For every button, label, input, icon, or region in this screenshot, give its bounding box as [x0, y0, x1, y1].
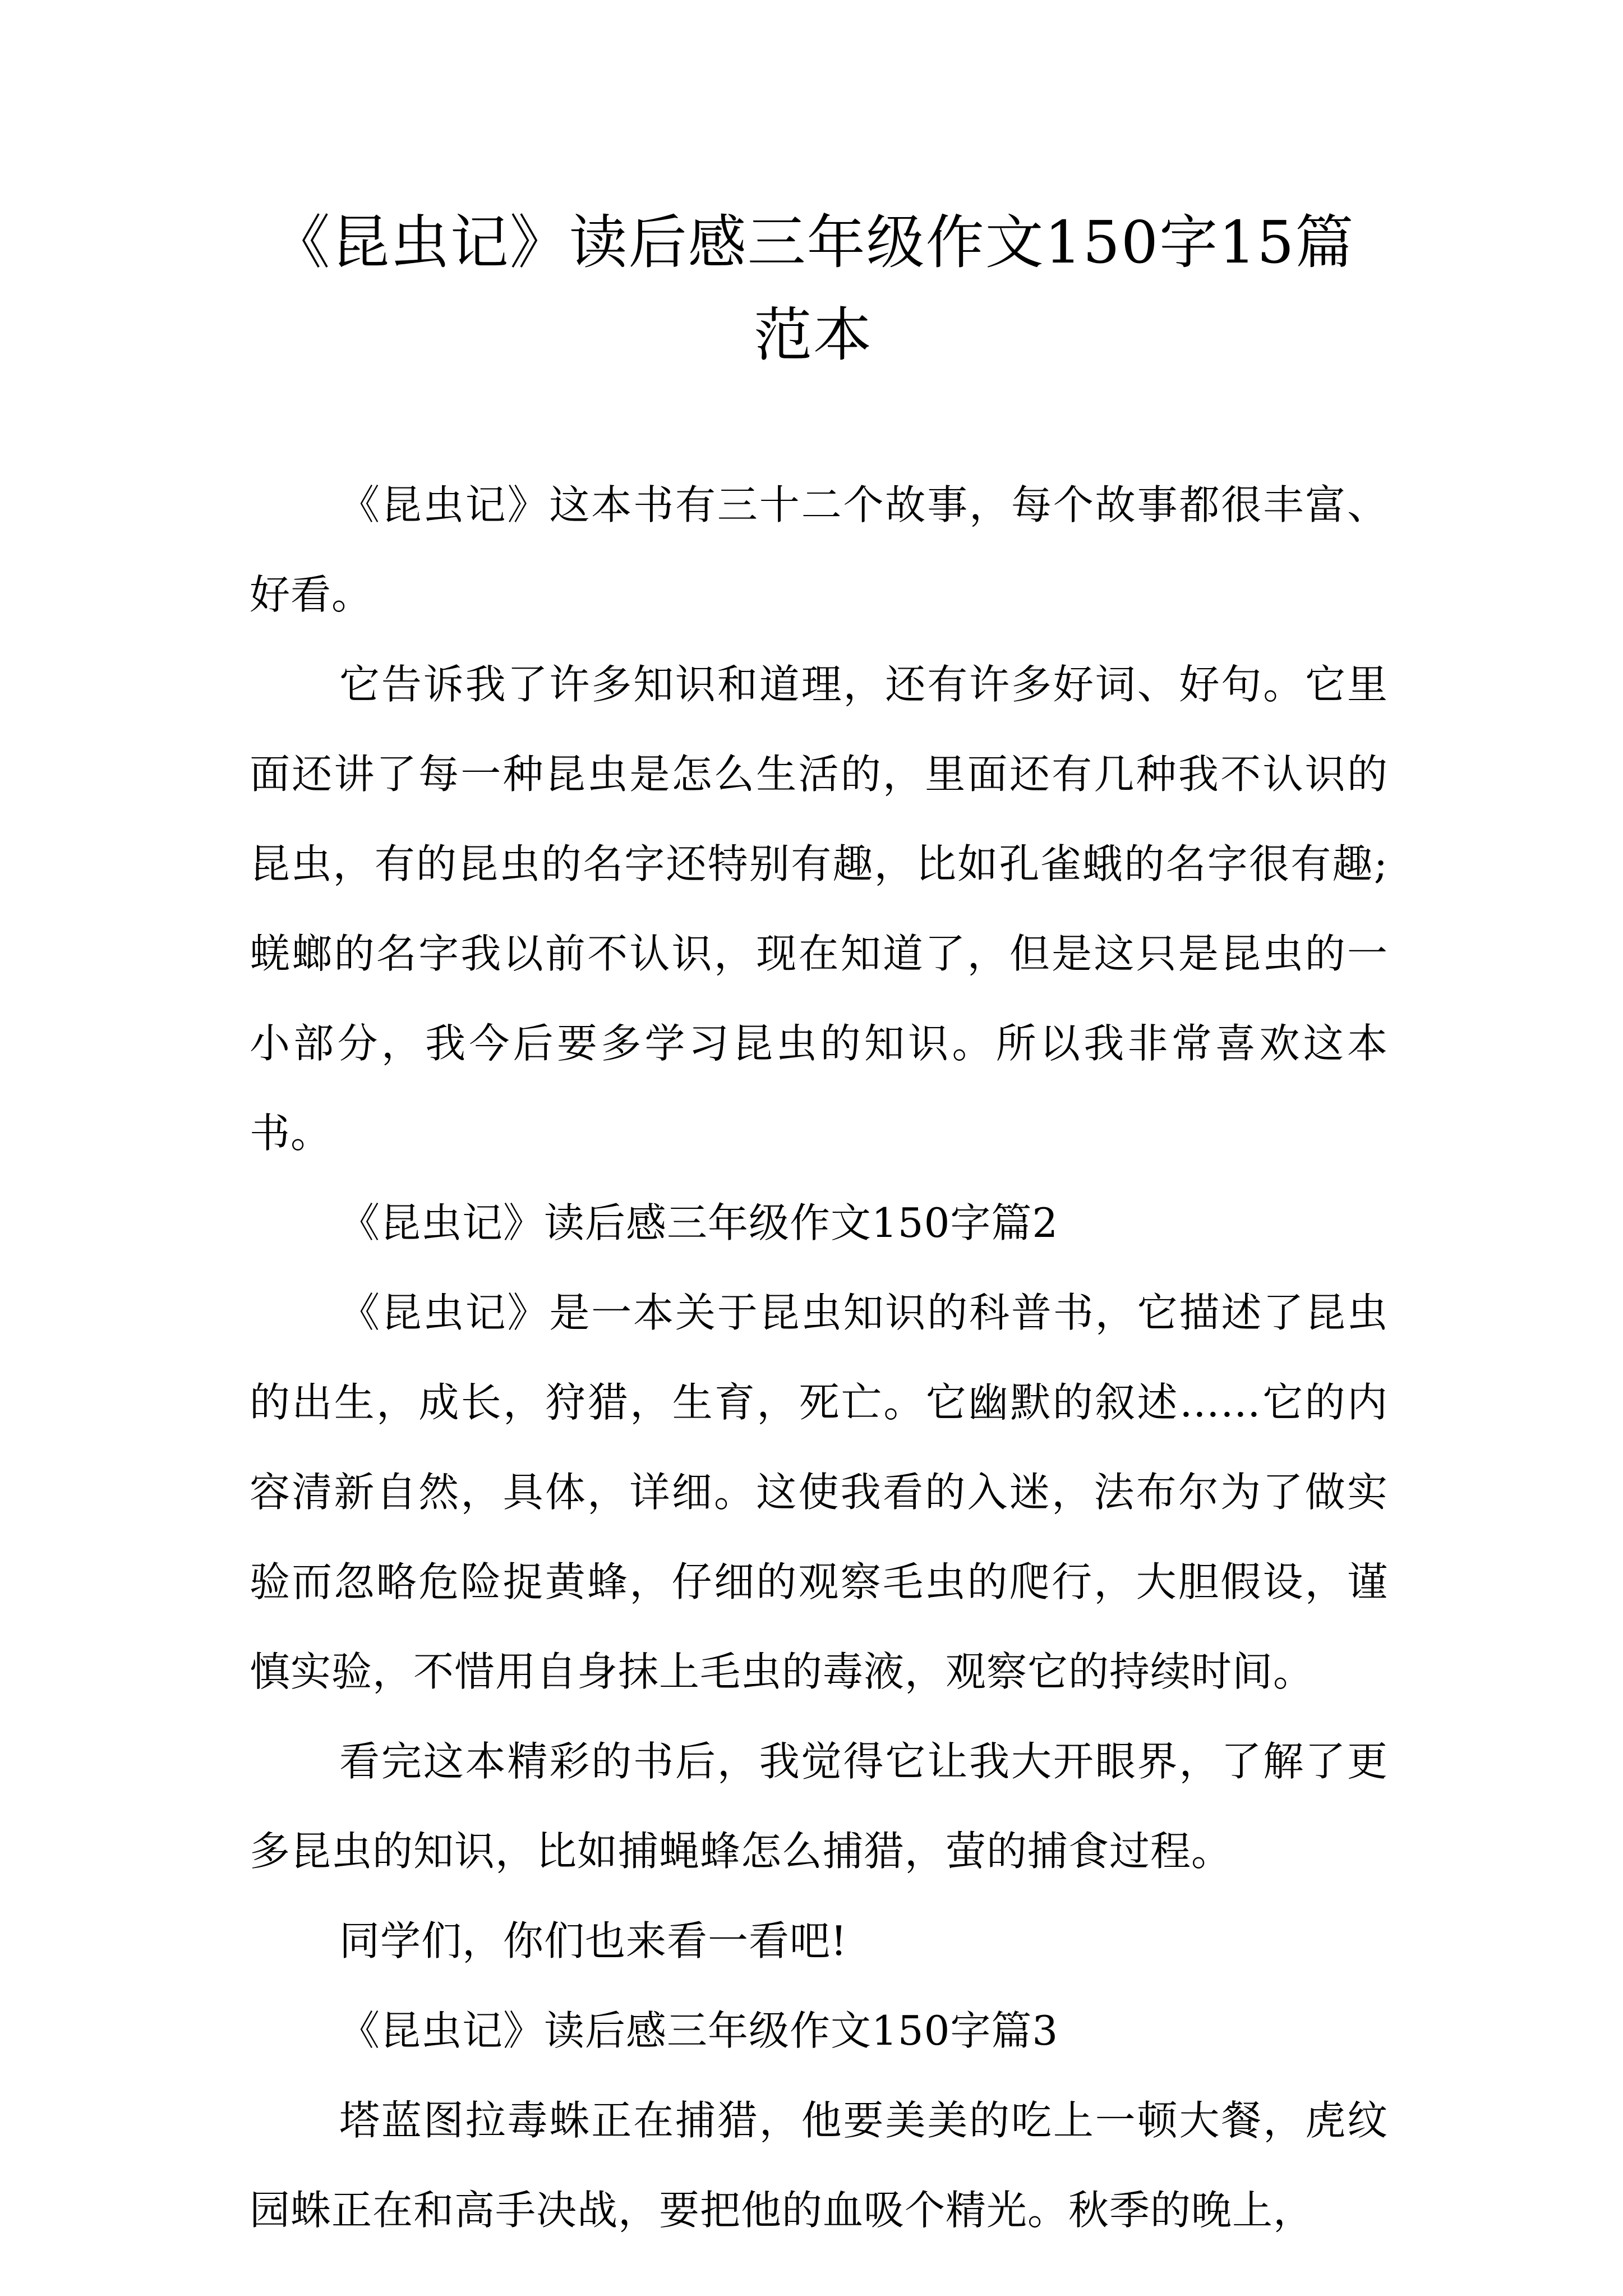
paragraph-3: 《昆虫记》是一本关于昆虫知识的科普书，它描述了昆虫的出生，成长，狩猎，生育，死亡。它幽默的叙述……它的内容清新自然，具体，详细。这使我看的入迷，法布尔为了做实验而忽略危险捉黄蜂，仔细的观察毛虫的爬行，大胆假设，谨慎实验，不惜用自身抹上毛虫的毒液，观察它的持续时间。 — [250, 1289, 1388, 1695]
document-title-line-2: 范本 — [753, 301, 873, 369]
document-title-line-1: 《昆虫记》读后感三年级作文150字15篇 — [271, 208, 1355, 277]
paragraph-5: 同学们，你们也来看一看吧! — [339, 1917, 847, 1964]
section-heading-3: 《昆虫记》读后感三年级作文150字篇3 — [339, 2007, 1059, 2054]
document-title — [241, 196, 1385, 381]
document-body — [250, 460, 1388, 2255]
paragraph-4: 看完这本精彩的书后，我觉得它让我大开眼界，了解了更多昆虫的知识，比如捕蝇蜂怎么捕猎，萤的捕食过程。 — [250, 1738, 1388, 1875]
section-heading-2: 《昆虫记》读后感三年级作文150字篇2 — [339, 1199, 1059, 1246]
paragraph-6: 塔蓝图拉毒蛛正在捕猎，他要美美的吃上一顿大餐，虎纹园蛛正在和高手决战，要把他的血吸个精光。秋季的晚上， — [250, 2097, 1388, 2234]
paragraph-2: 它告诉我了许多知识和道理，还有许多好词、好句。它里面还讲了每一种昆虫是怎么生活的，里面还有几种我不认识的昆虫，有的昆虫的名字还特别有趣，比如孔雀蛾的名字很有趣;蜣螂的名字我以前不认识，现在知道了，但是这只是昆虫的一小部分，我今后要多学习昆虫的知识。所以我非常喜欢这本书。 — [250, 661, 1388, 1157]
paragraph-1: 《昆虫记》这本书有三十二个故事，每个故事都很丰富、好看。 — [250, 481, 1388, 618]
